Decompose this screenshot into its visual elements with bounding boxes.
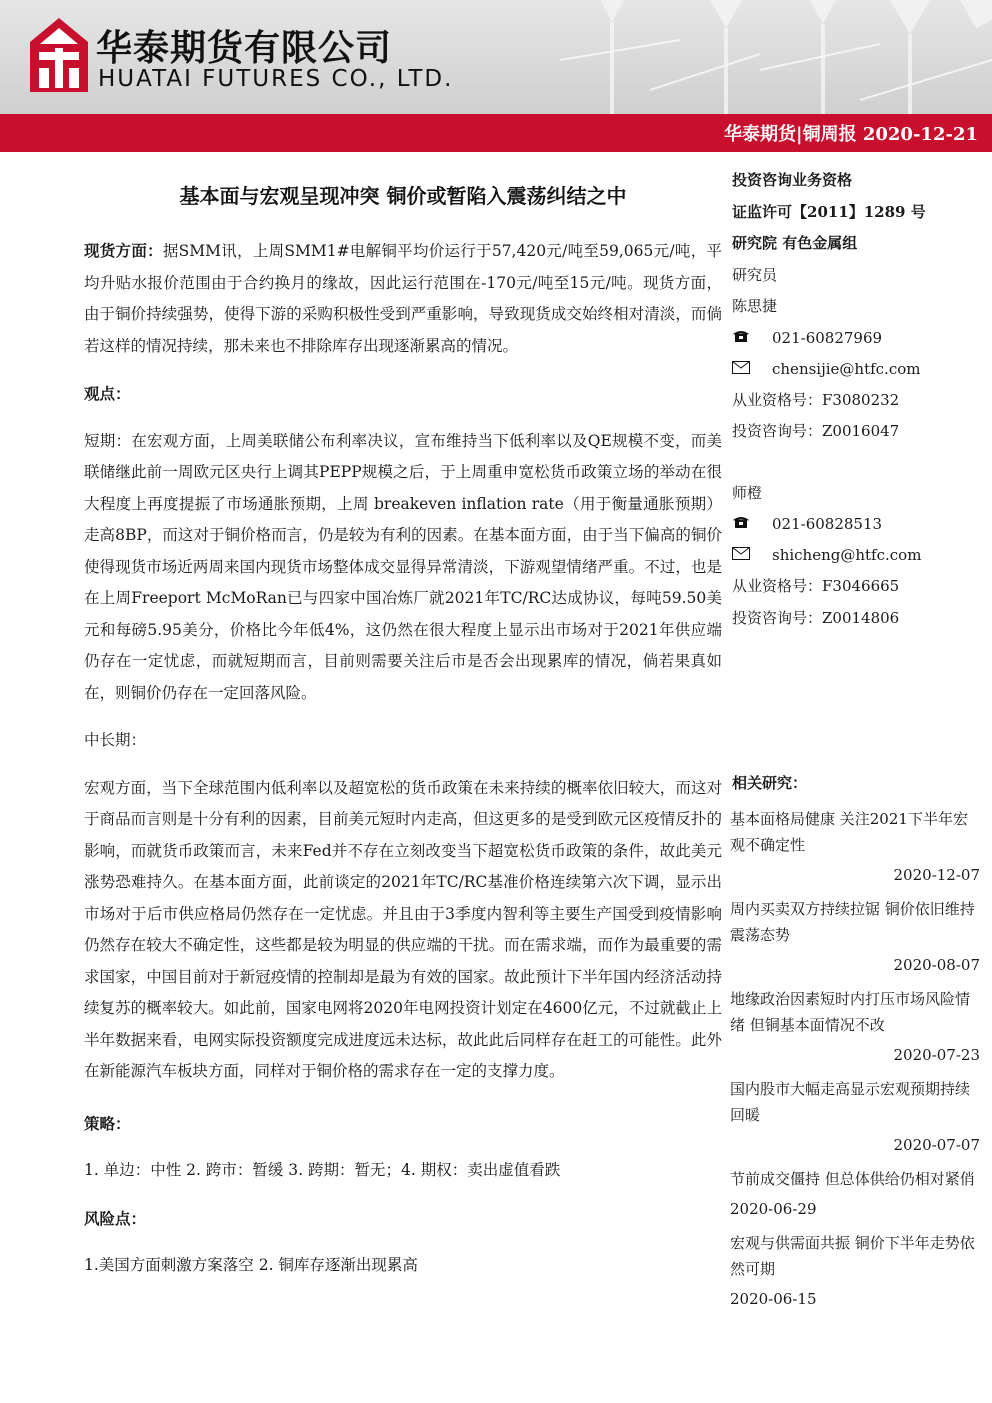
analyst2-email-row [732, 540, 980, 571]
analyst2-phone-row [732, 509, 980, 540]
analyst2-phone: 021-60828513 [772, 515, 883, 533]
related-item-title[interactable]: 地缘政治因素短时内打压市场风险情绪 但铜基本面情况不改 [730, 990, 971, 1034]
related-item[interactable] [730, 986, 980, 1068]
related-item-title[interactable]: 周内买卖双方持续拉锯 铜价依旧维持震荡态势 [730, 900, 975, 944]
mid-term-label: 中长期： [84, 731, 147, 749]
analyst-sidebar [732, 165, 980, 634]
company-name-en: HUATAI FUTURES CO., LTD. [98, 66, 454, 92]
analyst2-advisory: 投资咨询号：Z0014806 [732, 608, 900, 627]
license-number: 证监许可【2011】1289 号 [732, 202, 926, 221]
analyst1-advisory: 投资咨询号：Z0016047 [732, 422, 900, 440]
header-decoration [560, 0, 992, 114]
analyst1-name: 陈思捷 [732, 297, 778, 315]
related-item-date: 2020-07-07 [893, 1136, 980, 1154]
related-item[interactable] [730, 1230, 980, 1312]
strategy-text: 1. 单边：中性 2. 跨市：暂缓 3. 跨期：暂无；4. 期权：卖出虚值看跌 [84, 1161, 561, 1179]
analyst1-phone: 021-60827969 [772, 328, 883, 347]
related-item-date: 2020-06-29 [730, 1200, 817, 1218]
spot-text: 据SMM讯，上周SMM1#电解铜平均价运行于57,420元/吨至59,065元/吨，平均升贴水报价范围由于合约换月的缘故，因此运行范围在-170元/吨至15元/吨。现货方面，由于铜价持续强势，使得下游的采购积极性受到严重影响，导致现货成交始终相对清淡，而倘若这样的情况持续，那未来也不排除库存出现逐渐累高的情况。 [84, 242, 722, 355]
phone-icon [732, 323, 772, 354]
report-body [84, 180, 722, 1282]
analyst1-phone-row [732, 323, 980, 354]
strategy-label: 策略： [84, 1113, 131, 1133]
role-label: 研究员 [732, 265, 778, 284]
related-item-date: 2020-06-15 [730, 1290, 817, 1308]
analyst2-cert: 从业资格号：F3046665 [732, 577, 900, 595]
related-item[interactable] [730, 1166, 980, 1222]
mid-term-paragraph: 宏观方面，当下全球范围内低利率以及超宽松的货币政策在未来持续的概率依旧较大，而这对于商品而言则是十分有利的因素，目前美元短时内走高，但这更多的是受到欧元区疫情反扑的影响，而就货币政策而言，未来Fed并不存在立刻改变当下超宽松货币政策的条件，故此美元涨势恐难持久。在基本面方面，此前谈定的2021年TC/RC基准价格连续第六次下调，显示出市场对于后市供应格局仍然存在一定忧虑。并且由于3季度内智利等主要生产国受到疫情影响仍然存在较大不确定性，这些都是较为明显的供应端的干扰。而在需求端，而作为最重要的需求国家，中国目前对于新冠疫情的控制却是最为有效的国家。故此预计下半年国内经济活动持续复苏的概率较大。如此前，国家电网将2020年电网投资计划定在4600亿元，不过就截止上半年数据来看，电网实际投资额度完成进度远未达标，故此此后同样存在赶工的可能性。此外在新能源汽车板块方面，同样对于铜价格的需求存在一定的支撑力度。 [84, 778, 722, 1080]
report-title: 基本面与宏观呈现冲突 铜价或暂陷入震荡纠结之中 [179, 184, 627, 208]
risk-label: 风险点： [84, 1208, 147, 1228]
page-header [0, 0, 992, 114]
qualification-title: 投资咨询业务资格 [732, 171, 853, 189]
related-item-title[interactable]: 宏观与供需面共振 铜价下半年走势依然可期 [730, 1234, 975, 1278]
company-name-cn: 华泰期货有限公司 [96, 28, 393, 69]
related-item[interactable] [730, 1076, 980, 1158]
related-item-title[interactable]: 节前成交僵持 但总体供给仍相对紧俏 [730, 1170, 975, 1188]
analyst1-email[interactable]: chensijie@htfc.com [772, 359, 921, 378]
related-research-title: 相关研究： [732, 774, 808, 792]
related-item[interactable] [730, 806, 980, 888]
related-item-title[interactable]: 基本面格局健康 关注2021下半年宏观不确定性 [730, 810, 968, 854]
related-item-title[interactable]: 国内股市大幅走高显示宏观预期持续回暖 [730, 1080, 971, 1124]
risk-text: 1.美国方面刺激方案落空 2. 铜库存逐渐出现累高 [84, 1256, 418, 1274]
title-banner [0, 114, 992, 152]
analyst2-email[interactable]: shicheng@htfc.com [772, 546, 922, 564]
phone-icon [732, 509, 772, 540]
related-item-date: 2020-08-07 [893, 956, 980, 974]
short-term-paragraph: 短期：在宏观方面，上周美联储公布利率决议，宣布维持当下低利率以及QE规模不变，而美联储继此前一周欧元区央行上调其PEPP规模之后，于上周重申宽松货币政策立场的举动在很大程度上再度提振了市场通胀预期，上周 breakeven inflation rate（用于衡量通胀预期）走高8BP，而这对于铜价格而言，仍是较为有利的因素。在基本面方面，由于当下偏高的铜价使得现货市场近两周来国内现货市场整体成交显得异常清淡，下游观望情绪严重。不过，也是在上周Freeport McMoRan已与四家中国冶炼厂就2021年TC/RC达成协议，每吨59.50美元和每磅5.95美分，价格比今年低4%，这仍然在很大程度上显示出市场对于2021年供应端仍存在一定忧虑，而就短期而言，目前则需要关注后市是否会出现累库的情况，倘若果真如在，则铜价仍存在一定回落风险。 [84, 431, 722, 702]
related-item-date: 2020-07-23 [893, 1046, 980, 1064]
huatai-logo-icon [30, 18, 88, 92]
analyst2-name: 师橙 [732, 483, 763, 502]
spot-paragraph [84, 235, 722, 362]
view-label: 观点： [84, 384, 131, 403]
envelope-icon [732, 540, 772, 571]
report-breadcrumb: 华泰期货|铜周报 2020-12-21 [724, 124, 978, 145]
related-item-date: 2020-12-07 [893, 866, 980, 884]
related-research-list [730, 806, 980, 1320]
department: 研究院 有色金属组 [732, 234, 858, 252]
envelope-icon [732, 354, 772, 385]
related-item[interactable] [730, 896, 980, 978]
analyst1-cert: 从业资格号：F3080232 [732, 390, 900, 409]
analyst1-email-row [732, 354, 980, 385]
spot-label: 现货方面： [84, 241, 163, 260]
